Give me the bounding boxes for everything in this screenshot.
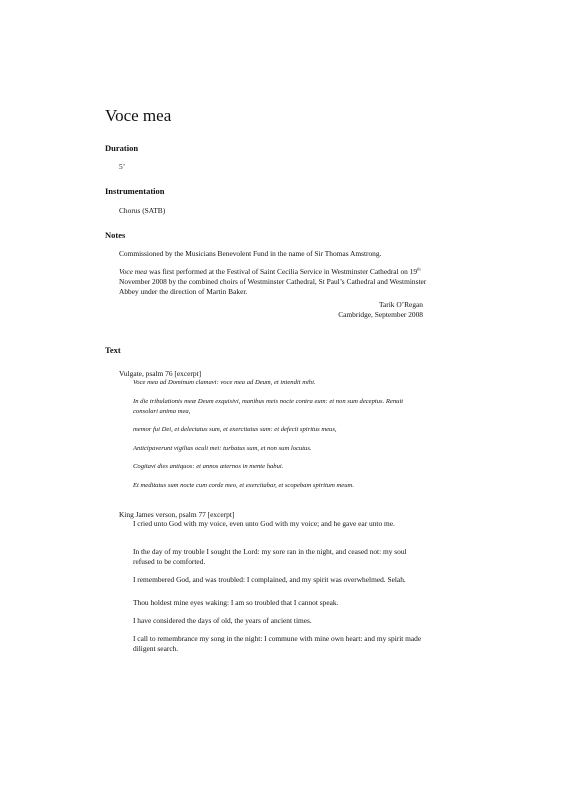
kingjames-verse: I remembered God, and was troubled: I complained, and my spirit was overwhelmed. Selah.	[133, 575, 406, 584]
vulgate-verse: Voce mea ad Dominum clamavi: voce mea ad Deum, et intendit mihi.	[133, 379, 316, 386]
premiere-text-b: November 2008 by the combined choirs of Westminster Cathedral, St Paul’s Cathedral and Westminster Abbey under the direction of Martin Baker.	[119, 277, 427, 296]
notes-heading: Notes	[105, 230, 126, 240]
vulgate-verse: Et meditatus sum nocte cum corde meo, et exercitabar, et scopebam spiritum meum.	[133, 482, 354, 489]
text-heading: Text	[105, 345, 121, 355]
page-title: Voce mea	[105, 106, 172, 125]
instrumentation-heading: Instrumentation	[105, 186, 165, 196]
vulgate-verse: In die tribulationis meæ Deum exquisivi, manibus meis nocte contra eum: et non sum deceptus. Renuit consolari anima mea,	[133, 398, 404, 415]
premiere-work-title: Voce mea	[119, 267, 148, 276]
instrumentation-value: Chorus (SATB)	[119, 206, 166, 215]
premiere-sup: th	[417, 266, 421, 272]
kingjames-verse: I cried unto God with my voice, even unto God with my voice; and he gave ear unto me.	[133, 519, 395, 528]
kingjames-verse: I have considered the days of old, the years of ancient times.	[133, 616, 312, 625]
premiere-note	[119, 267, 429, 297]
kingjames-verse: In the day of my trouble I sought the Lord: my sore ran in the night, and ceased not: my soul refused to be comforted.	[133, 547, 407, 566]
premiere-text-a: was first performed at the Festival of Saint Cecilia Service in Westminster Cathedral on 19	[147, 267, 418, 276]
kingjames-verse: Thou holdest mine eyes waking: I am so troubled that I cannot speak.	[133, 598, 339, 607]
kingjames-source: King James verson, psalm 77 [excerpt]	[119, 510, 235, 519]
vulgate-source: Vulgate, psalm 76 [excerpt]	[119, 369, 202, 378]
vulgate-verse: Cogitavi dies antiquos: et annos æternos in mente habui.	[133, 463, 284, 470]
commission-note: Commissioned by the Musicians Benevolent Fund in the name of Sir Thomas Amstrong.	[119, 249, 382, 258]
kingjames-verse: I call to remembrance my song in the night: I commune with mine own heart: and my spirit made diligent search.	[133, 634, 422, 653]
duration-heading: Duration	[105, 143, 139, 153]
signature-name: Tarik O’Regan	[378, 300, 423, 309]
vulgate-verse: memor fui Dei, et delectatus sum, et exercitatus sum: et defecit spiritus meus,	[133, 426, 337, 433]
signature-place: Cambridge, September 2008	[338, 310, 423, 319]
vulgate-verse: Anticipaverunt vigilias oculi mei: turbatus sum, et non sum locutus.	[133, 445, 312, 452]
duration-value: 5’	[119, 162, 126, 171]
